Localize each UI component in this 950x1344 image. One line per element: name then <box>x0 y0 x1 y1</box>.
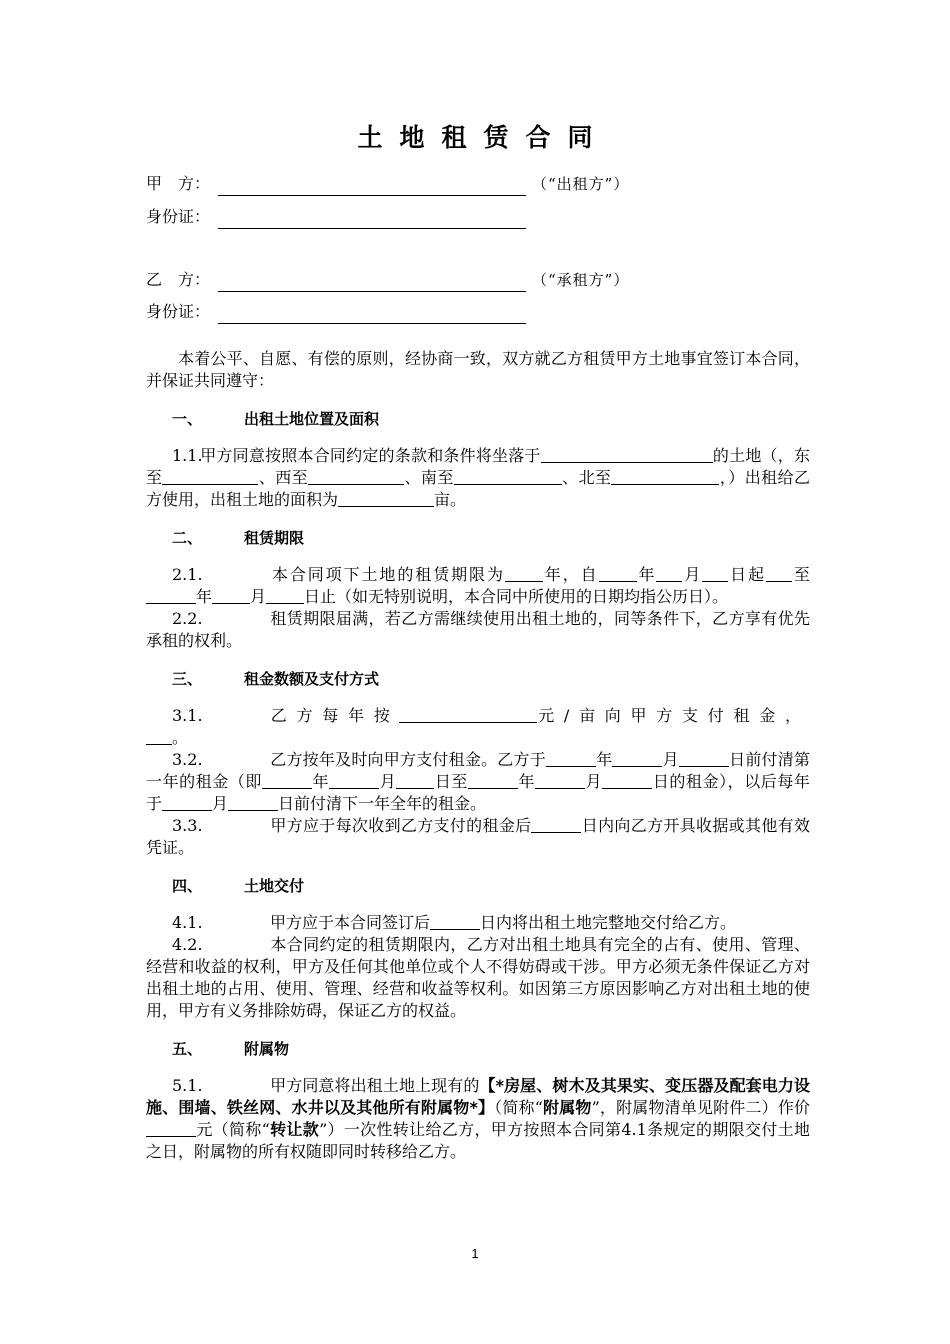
clause-2-2 <box>146 608 810 652</box>
clause-number: 2.1. <box>172 565 203 584</box>
defined-term: 附属物 <box>542 1098 592 1117</box>
clause-text: 月 <box>585 772 603 791</box>
clause-text: 月 <box>662 750 679 769</box>
party-a-note: （“出租方”） <box>532 175 630 193</box>
blank-field[interactable] <box>679 750 729 767</box>
clause-text: 日止（如无特别说明，本合同中所使用的日期均指公历日）。 <box>304 587 729 606</box>
party-b-label: 乙 方： <box>146 270 211 289</box>
clause-3-3 <box>146 815 810 859</box>
clause-1-1 <box>146 445 810 511</box>
blank-field[interactable] <box>162 794 212 811</box>
blank-field[interactable] <box>546 750 596 767</box>
clause-text: 月 <box>250 587 267 606</box>
clause-text: 年 <box>595 750 613 769</box>
blank-field[interactable] <box>329 772 379 789</box>
section-number: 三、 <box>172 670 203 688</box>
clause-text: 甲方应于每次收到乙方支付的租金后 <box>270 816 532 835</box>
section-title: 土地交付 <box>244 877 305 895</box>
clause-4-2 <box>146 934 810 1022</box>
party-b-note: （“承租方”） <box>532 271 630 289</box>
party-b-id-label: 身份证： <box>146 302 211 321</box>
clause-text: 年 <box>196 587 213 606</box>
party-a-id-blank[interactable] <box>218 210 526 229</box>
blank-field[interactable] <box>702 565 728 582</box>
clause-2-1 <box>146 564 810 608</box>
section-heading-3 <box>146 668 810 690</box>
section-number: 五、 <box>172 1040 203 1058</box>
clause-text: 年 <box>517 772 536 791</box>
clause-text: 租赁期限届满，若乙方需继续使用出租土地的，同等条件下，乙方享有优先承租的权利。 <box>146 609 810 650</box>
clause-text: 日至 <box>434 772 468 791</box>
clause-bold-text: 【*房屋、树木及其果实、变压器及配套电力设施、围墙、铁丝网、水井以及其他所有附属物*】 <box>146 1076 810 1117</box>
blank-field[interactable] <box>599 565 637 582</box>
blank-field[interactable] <box>266 587 304 604</box>
clause-text: 日起 <box>728 565 767 584</box>
clause-text: 日内将出租土地完整地交付给乙方。 <box>480 913 737 932</box>
clause-text: ”）一次性转让给乙方，甲方按照本合同第4.1条规定的期限交付土地之日，附属物的所有权随即同时转移给乙方。 <box>146 1120 810 1161</box>
clause-text: 日前付清下一年全年的租金。 <box>278 794 487 813</box>
clause-number: 3.2. <box>172 750 203 769</box>
clause-number: 3.1. <box>172 706 203 725</box>
blank-field[interactable] <box>338 490 434 507</box>
clause-text: 日内向乙方开具收据或其他有效凭证。 <box>146 816 810 857</box>
clause-number: 4.1. <box>172 913 203 932</box>
clause-text: 甲方同意将出租土地上现有的 <box>270 1076 480 1095</box>
section-number: 二、 <box>172 529 203 547</box>
section-heading-5 <box>146 1038 810 1060</box>
clause-text: 年 <box>311 772 330 791</box>
clause-text: 亩。 <box>434 490 467 509</box>
clause-text: 月 <box>379 772 397 791</box>
clause-number: 4.2. <box>172 935 203 954</box>
blank-field[interactable] <box>146 728 172 745</box>
blank-field[interactable] <box>531 816 581 833</box>
defined-term: 转让款 <box>269 1120 320 1139</box>
section-number: 一、 <box>172 410 203 428</box>
clause-text: ”，附属物清单见附件二）作价 <box>591 1098 810 1117</box>
party-a-blank[interactable] <box>218 177 526 196</box>
blank-field[interactable] <box>612 750 662 767</box>
clause-text: 元（简称“ <box>196 1120 270 1139</box>
clause-text: 、西至 <box>258 468 309 487</box>
party-a-id-line <box>146 205 532 229</box>
blank-field[interactable] <box>602 772 652 789</box>
clause-number: 5.1. <box>172 1076 203 1095</box>
section-heading-2 <box>146 527 810 549</box>
section-title: 租金数额及支付方式 <box>244 670 380 688</box>
party-b-line <box>146 268 629 292</box>
clause-3-1 <box>146 705 810 749</box>
clause-text: 。 <box>172 728 189 747</box>
clause-5-1 <box>146 1075 810 1163</box>
blank-field[interactable] <box>308 468 404 485</box>
party-a-line <box>146 172 629 196</box>
clause-4-1 <box>146 912 810 934</box>
blank-field[interactable] <box>146 587 196 604</box>
blank-field[interactable] <box>228 794 278 811</box>
intro-paragraph: 本着公平、自愿、有偿的原则，经协商一致，双方就乙方租赁甲方土地事宜签订本合同，并保证共同遵守： <box>146 349 810 390</box>
clause-text: 、北至 <box>561 468 612 487</box>
blank-field[interactable] <box>656 565 682 582</box>
clause-text: （简称“ <box>494 1098 543 1117</box>
clause-text: 甲方同意按照本合同约定的条款和条件将坐落于 <box>200 446 541 465</box>
clause-text: 本合同项下土地的租赁期限为 <box>270 565 505 584</box>
clause-text: 的土地（，东至 <box>146 446 810 487</box>
clause-text: 日的租金），以后每年于 <box>146 772 810 813</box>
section-title: 出租土地位置及面积 <box>244 410 380 428</box>
clause-text: 月 <box>212 794 229 813</box>
blank-field[interactable] <box>505 565 543 582</box>
blank-field[interactable] <box>611 468 719 485</box>
blank-field[interactable] <box>262 772 312 789</box>
contract-title: 土地租赁合同 <box>357 123 610 152</box>
section-heading-1 <box>146 408 810 430</box>
clause-3-2 <box>146 749 810 815</box>
blank-field[interactable] <box>162 468 258 485</box>
clause-text: 至 <box>792 565 810 584</box>
clause-text: 、南至 <box>404 468 454 487</box>
clause-text: 年，自 <box>542 565 599 584</box>
blank-field[interactable] <box>766 565 792 582</box>
blank-field[interactable] <box>468 772 518 789</box>
clause-number: 1.1. <box>172 446 203 465</box>
party-a-label: 甲 方： <box>146 174 211 193</box>
clause-text: 本合同约定的租赁期限内，乙方对出租土地具有完全的占有、使用、管理、经营和收益的权利，甲方及任何其他单位或个人不得妨碍或干涉。甲方必须无条件保证乙方对出租土地的占用、使用、管理、经营和收益等权利。如因第三方原因影响乙方对出租土地的使用，甲方有义务排除妨碍，保证乙方的权益。 <box>146 935 810 1020</box>
section-title: 租赁期限 <box>244 529 305 547</box>
clause-text: 元/亩向甲方支付租金， <box>537 706 810 725</box>
blank-field[interactable] <box>535 772 585 789</box>
section-heading-4 <box>146 875 810 897</box>
blank-field[interactable] <box>541 446 713 463</box>
blank-field[interactable] <box>430 913 480 930</box>
section-number: 四、 <box>172 877 203 895</box>
clause-text: 日前付清第一年的租金（即 <box>146 750 810 791</box>
clause-number: 3.3. <box>172 816 203 835</box>
clause-text: 甲方应于本合同签订后 <box>270 913 431 932</box>
page-number: 1 <box>471 1246 479 1261</box>
contract-body <box>146 348 810 1163</box>
clause-number: 2.2. <box>172 609 203 628</box>
blank-field[interactable] <box>146 1120 196 1137</box>
clause-text: 乙方每年按 <box>270 706 400 725</box>
party-b-blank[interactable] <box>218 273 526 292</box>
clause-text: 年 <box>636 565 657 584</box>
blank-field[interactable] <box>212 587 250 604</box>
party-a-id-label: 身份证： <box>146 207 211 226</box>
blank-field[interactable] <box>396 772 434 789</box>
section-title: 附属物 <box>244 1040 290 1058</box>
party-b-id-blank[interactable] <box>218 305 526 324</box>
clause-text: 乙方按年及时向甲方支付租金。乙方于 <box>270 750 546 769</box>
party-b-id-line <box>146 300 532 324</box>
blank-field[interactable] <box>454 468 562 485</box>
blank-field[interactable] <box>399 706 537 723</box>
clause-text: ，）出租给乙方使用，出租土地的面积为 <box>146 468 810 509</box>
clause-text: 月 <box>682 565 703 584</box>
